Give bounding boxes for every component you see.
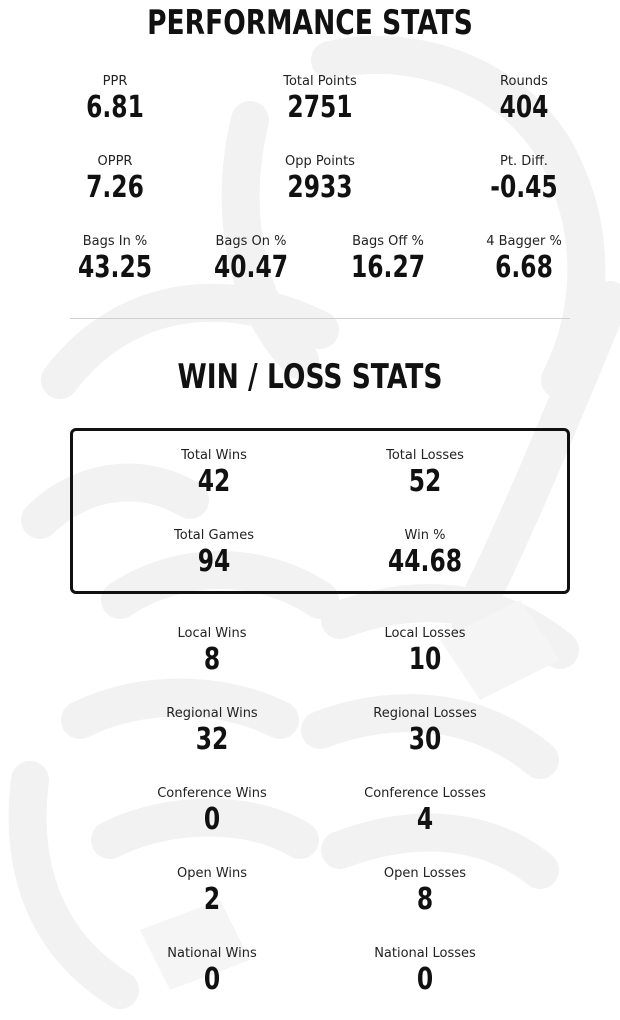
stat-label: Bags Off % bbox=[352, 234, 424, 249]
stat-label: Local Losses bbox=[384, 626, 466, 641]
win-loss-stats-title: WIN / LOSS STATS bbox=[177, 357, 443, 397]
stat-conference-wins bbox=[127, 786, 297, 836]
stat-label: National Wins bbox=[167, 946, 257, 961]
stat-label: Total Wins bbox=[181, 448, 247, 463]
stat-value: 6.81 bbox=[86, 90, 144, 125]
stat-value: 43.25 bbox=[77, 250, 153, 285]
stat-four-bagger bbox=[439, 234, 609, 284]
stat-national-wins bbox=[127, 946, 297, 996]
stat-value: 42 bbox=[197, 464, 231, 499]
stat-local-losses bbox=[340, 626, 510, 676]
stat-value: 44.68 bbox=[387, 544, 463, 579]
stat-label: Bags In % bbox=[82, 234, 148, 249]
stat-national-losses bbox=[340, 946, 510, 996]
stat-label: 4 Bagger % bbox=[486, 234, 562, 249]
stat-opp-points bbox=[235, 154, 405, 204]
stat-value: 16.27 bbox=[350, 250, 426, 285]
stat-value: 2751 bbox=[287, 90, 353, 125]
stat-total-losses bbox=[340, 448, 510, 498]
stat-open-wins bbox=[127, 866, 297, 916]
stat-label: Rounds bbox=[500, 74, 548, 89]
stat-label: National Losses bbox=[374, 946, 476, 961]
stat-value: 0 bbox=[203, 962, 221, 997]
stat-label: Win % bbox=[404, 528, 446, 543]
stat-total-points bbox=[235, 74, 405, 124]
stat-value: 94 bbox=[197, 544, 231, 579]
stat-label: Regional Wins bbox=[166, 706, 258, 721]
stat-regional-wins bbox=[127, 706, 297, 756]
stat-value: 7.26 bbox=[86, 170, 144, 205]
performance-stats-title: PERFORMANCE STATS bbox=[147, 3, 473, 43]
stat-value: 0 bbox=[416, 962, 434, 997]
stat-label: Conference Losses bbox=[364, 786, 486, 801]
stat-value: 2933 bbox=[287, 170, 353, 205]
stat-total-wins bbox=[129, 448, 299, 498]
stat-regional-losses bbox=[340, 706, 510, 756]
stat-value: 40.47 bbox=[213, 250, 289, 285]
stat-label: Regional Losses bbox=[373, 706, 477, 721]
stat-label: Conference Wins bbox=[157, 786, 267, 801]
stat-value: 30 bbox=[408, 722, 442, 757]
stat-label: PPR bbox=[102, 74, 128, 89]
stat-point-diff bbox=[439, 154, 609, 204]
stat-label: Total Points bbox=[283, 74, 357, 89]
stat-value: 0 bbox=[203, 802, 221, 837]
stat-total-games bbox=[129, 528, 299, 578]
stat-value: -0.45 bbox=[490, 170, 558, 205]
stat-label: Total Losses bbox=[386, 448, 464, 463]
stat-value: 8 bbox=[203, 642, 221, 677]
stat-value: 52 bbox=[408, 464, 442, 499]
stat-open-losses bbox=[340, 866, 510, 916]
stat-oppr bbox=[30, 154, 200, 204]
stat-value: 10 bbox=[408, 642, 442, 677]
section-divider bbox=[70, 318, 570, 319]
stat-label: Pt. Diff. bbox=[500, 154, 548, 169]
stat-label: Bags On % bbox=[215, 234, 287, 249]
stat-value: 8 bbox=[416, 882, 434, 917]
stat-label: Open Wins bbox=[176, 866, 248, 881]
stat-value: 32 bbox=[195, 722, 229, 757]
stat-win-percent bbox=[340, 528, 510, 578]
stat-ppr bbox=[30, 74, 200, 124]
stat-value: 404 bbox=[499, 90, 549, 125]
stat-label: Local Wins bbox=[177, 626, 247, 641]
stat-label: OPPR bbox=[97, 154, 133, 169]
stat-local-wins bbox=[127, 626, 297, 676]
stat-conference-losses bbox=[340, 786, 510, 836]
stat-label: Opp Points bbox=[285, 154, 355, 169]
stat-value: 6.68 bbox=[495, 250, 553, 285]
stat-label: Open Losses bbox=[383, 866, 467, 881]
stat-value: 4 bbox=[416, 802, 434, 837]
stat-label: Total Games bbox=[174, 528, 254, 543]
stat-rounds bbox=[439, 74, 609, 124]
stat-value: 2 bbox=[203, 882, 221, 917]
